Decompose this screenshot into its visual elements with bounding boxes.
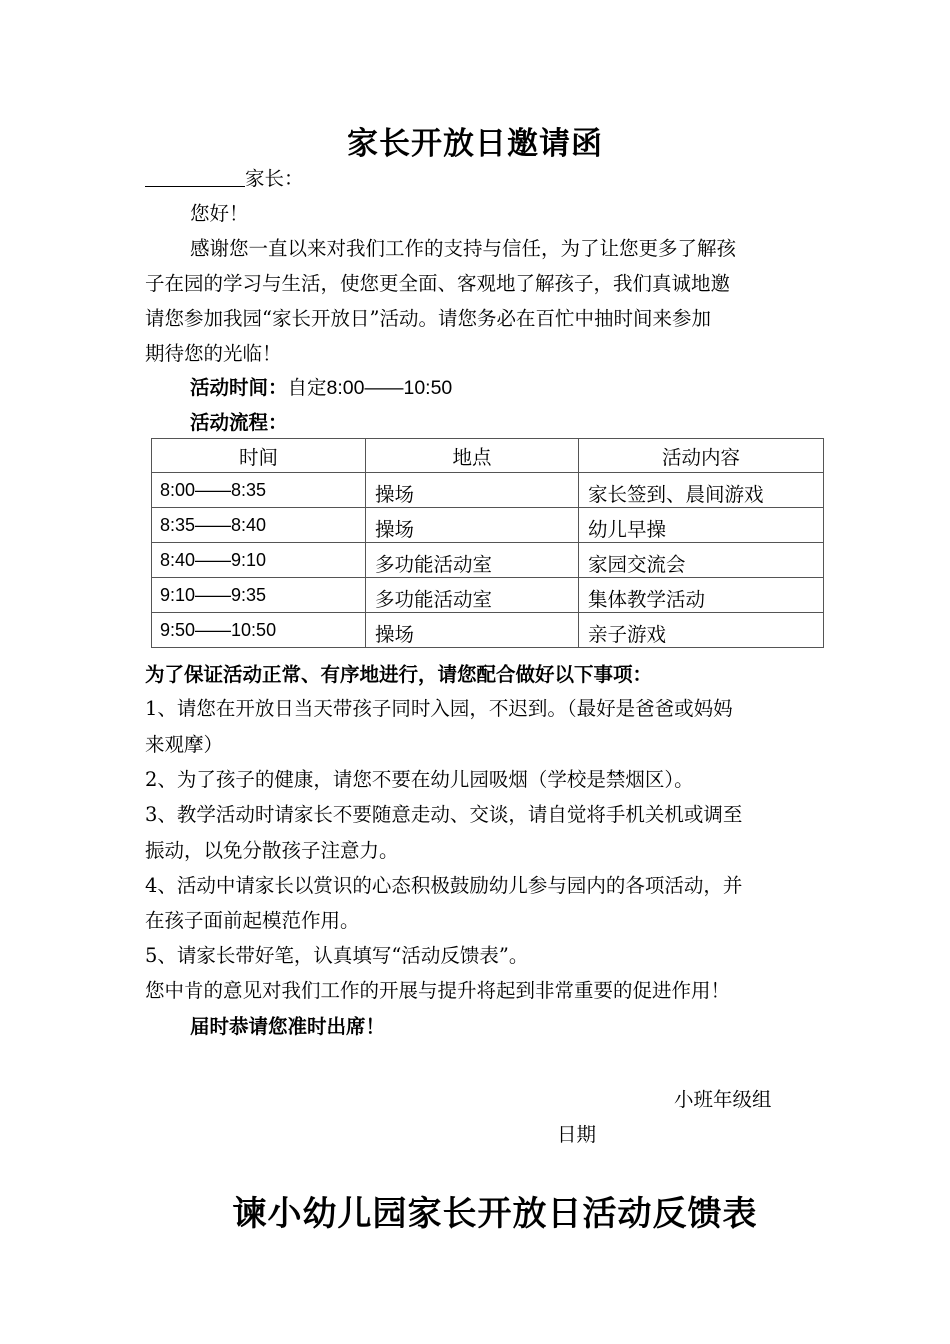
table-row bbox=[152, 543, 824, 578]
body-line: 子在园的学习与生活，使您更全面、客观地了解孩子，我们真诚地邀 bbox=[145, 272, 731, 295]
note-line: 2、为了孩子的健康，请您不要在幼儿园吸烟（学校是禁烟区）。 bbox=[145, 768, 694, 791]
cell-place: 操场 bbox=[366, 473, 579, 508]
schedule-table bbox=[151, 438, 824, 648]
feedback-title: 谏小幼儿园家长开放日活动反馈表 bbox=[232, 1194, 758, 1234]
notes-heading: 为了保证活动正常、有序地进行，请您配合做好以下事项： bbox=[145, 663, 653, 686]
greeting: 您好！ bbox=[190, 202, 249, 225]
table-row bbox=[152, 578, 824, 613]
header-place: 地点 bbox=[366, 439, 579, 473]
body-line: 期待您的光临！ bbox=[145, 342, 282, 365]
cell-time: 9:50——10:50 bbox=[152, 613, 366, 648]
cell-time: 8:40——9:10 bbox=[152, 543, 366, 578]
cell-content: 家长签到、晨间游戏 bbox=[579, 473, 824, 508]
activity-time-value: 自定8:00——10:50 bbox=[287, 377, 453, 399]
table-row bbox=[152, 613, 824, 648]
cell-time: 8:00——8:35 bbox=[152, 473, 366, 508]
salutation-text: 家长： bbox=[245, 167, 304, 190]
activity-time-label: 活动时间： bbox=[190, 376, 288, 399]
note-line: 3、教学活动时请家长不要随意走动、交谈，请自觉将手机关机或调至 bbox=[145, 803, 743, 826]
signature-date-label: 日期 bbox=[557, 1123, 597, 1146]
table-row bbox=[152, 473, 824, 508]
closing-line: 届时恭请您准时出席！ bbox=[190, 1015, 386, 1038]
table-header-row bbox=[152, 439, 824, 473]
salutation-line bbox=[145, 162, 304, 196]
cell-content: 集体教学活动 bbox=[579, 578, 824, 613]
cell-place: 多功能活动室 bbox=[366, 543, 579, 578]
cell-content: 幼儿早操 bbox=[579, 508, 824, 543]
cell-content: 亲子游戏 bbox=[579, 613, 824, 648]
activity-process-label: 活动流程： bbox=[190, 411, 288, 434]
note-line: 在孩子面前起模范作用。 bbox=[145, 909, 360, 932]
header-time: 时间 bbox=[152, 439, 366, 473]
body-line: 感谢您一直以来对我们工作的支持与信任，为了让您更多了解孩 bbox=[190, 237, 737, 260]
body-line: 请您参加我园“家长开放日”活动。请您务必在百忙中抽时间来参加 bbox=[145, 307, 711, 330]
note-line: 5、请家长带好笔，认真填写“活动反馈表”。 bbox=[145, 944, 529, 967]
header-content: 活动内容 bbox=[579, 439, 824, 473]
cell-time: 8:35——8:40 bbox=[152, 508, 366, 543]
note-line: 1、请您在开放日当天带孩子同时入园，不迟到。（最好是爸爸或妈妈 bbox=[145, 697, 733, 720]
table-row bbox=[152, 508, 824, 543]
cell-place: 操场 bbox=[366, 508, 579, 543]
cell-place: 多功能活动室 bbox=[366, 578, 579, 613]
cell-place: 操场 bbox=[366, 613, 579, 648]
signature-group: 小班年级组 bbox=[674, 1088, 772, 1111]
cell-time: 9:10——9:35 bbox=[152, 578, 366, 613]
note-line: 来观摩） bbox=[145, 733, 224, 756]
note-line: 4、活动中请家长以赏识的心态积极鼓励幼儿参与园内的各项活动，并 bbox=[145, 874, 743, 897]
invitation-title: 家长开放日邀请函 bbox=[347, 126, 603, 162]
note-line: 振动，以免分散孩子注意力。 bbox=[145, 839, 399, 862]
cell-content: 家园交流会 bbox=[579, 543, 824, 578]
activity-time-line bbox=[190, 371, 452, 405]
note-line: 您中肯的意见对我们工作的开展与提升将起到非常重要的促进作用！ bbox=[145, 979, 731, 1002]
name-blank bbox=[145, 164, 245, 187]
